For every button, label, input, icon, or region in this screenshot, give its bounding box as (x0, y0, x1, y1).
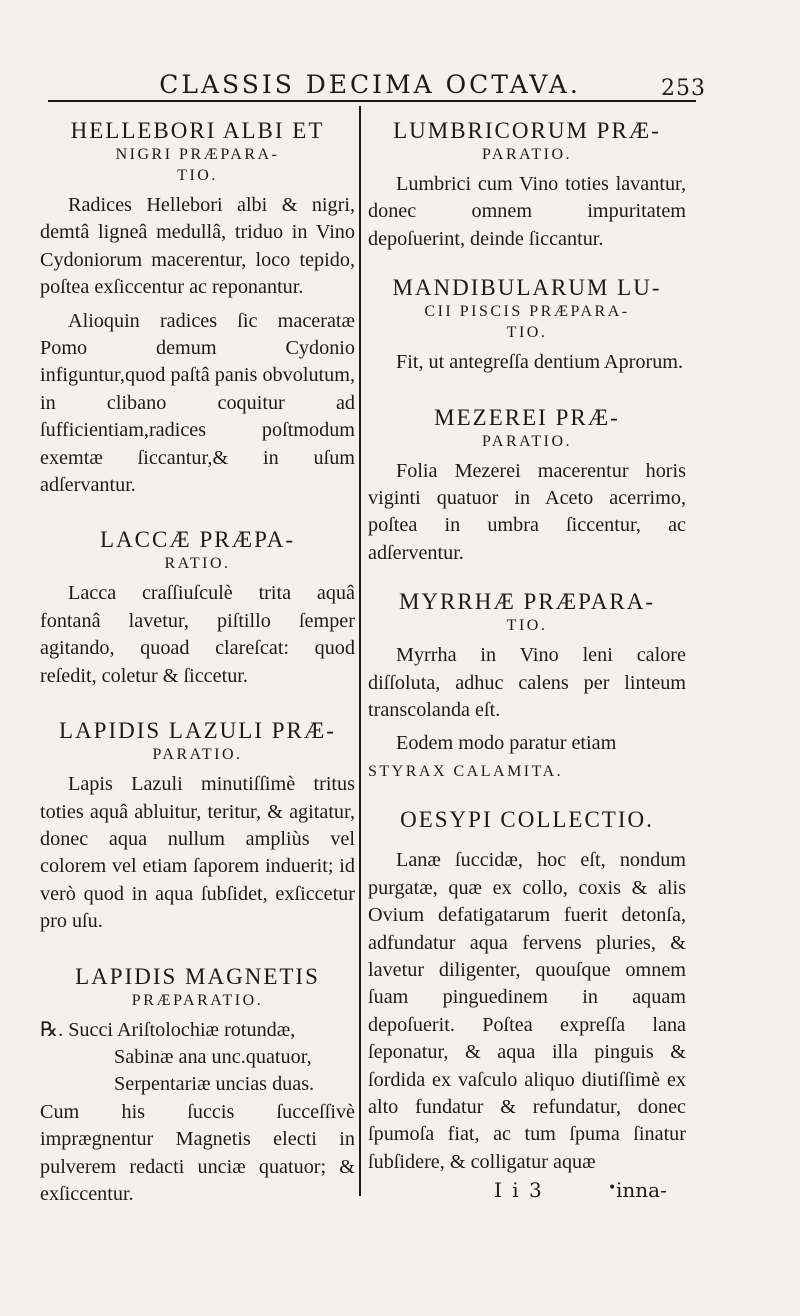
section-mezerei (368, 405, 686, 568)
section-myrrhae (368, 589, 686, 785)
paragraph: Radices Hellebori albi & nigri, demtâ ligneâ medullâ, triduo in Vino Cydoniorum macerentur, loco tepido, poſtea exſiccentur ac reponantur. (40, 194, 355, 299)
section-title: MYRRHÆ PRÆPARA- (398, 589, 656, 615)
section-subtitle: TIO. (177, 167, 218, 184)
paragraph: Folia Mezerei macerentur horis viginti quatuor in Aceto acerrimo, poſtea in umbra ſiccentur, ac adſerventur. (368, 459, 686, 564)
small-caps-line: STYRAX CALAMITA. (368, 762, 564, 780)
section-subtitle: CII PISCIS PRÆPARA- (424, 303, 630, 321)
section-subtitle: PARATIO. (481, 432, 573, 450)
section-lapidis-magnetis (40, 964, 355, 1209)
recipe-line: ℞. Succi Ariſtolochiæ rotundæ, (40, 1018, 296, 1041)
section-title: MEZEREI PRÆ- (434, 404, 620, 430)
paragraph: Alioquin radices ſic maceratæ Pomo demum Cydonio infiguntur,quod paſtâ panis obvolutum, in clibano coquitur ad ſufficientiam,radices poſtmodum exemtæ ſiccantur,& in uſum adſervantur. (40, 309, 355, 497)
catchword: inna- (616, 1178, 667, 1202)
section-title: LACCÆ PRÆPA- (99, 527, 296, 553)
paragraph: Fit, ut antegreſſa dentium Aprorum. (396, 351, 684, 374)
section-title: OESYPI COLLECTIO. (400, 807, 654, 833)
section-subtitle: TIO. (506, 324, 548, 342)
section-title: HELLEBORI ALBI ET (70, 118, 325, 143)
section-subtitle: TIO. (506, 617, 548, 635)
paragraph: Lanæ ſuccidæ, hoc eſt, nondum purgatæ, quæ ex collo, coxis & alis Ovium defatigatarum fuerit detonſa, adfundatur aqua fervens pluries, & lavetur diligenter, quouſque omnem ſuam pinguedinem in aquam depoſuerit. Poſtea expreſſa lana ſeponatur, & aqua illa pinguis & ſordida ex vaſculo aliquo diutiſſimè ex alto fundatur & refundatur, donec ſpumoſa fiat, ac tum ſpuma ſinatur ſubſidere, & colligatur aquæ (368, 849, 686, 1173)
section-mandibularum (368, 275, 686, 376)
page-number: 253 (661, 76, 706, 101)
paragraph: Cum his ſuccis ſucceſſivè imprægnentur Magnetis electi in pulverem redacti unciæ quatuor; & exſiccentur. (40, 1100, 355, 1205)
right-column (368, 118, 686, 1182)
section-subtitle: PARATIO. (152, 746, 243, 764)
paragraph: Lapis Lazuli minutiſſimè tritus toties aquâ abluitur, teritur, & agitatur, donec aqua nullum ampliùs vel colorem vel etiam ſaporem induerit; id verò quod in aqua ſubſidet, exſiccetur pro uſu. (40, 773, 355, 933)
section-title: LUMBRICORUM PRÆ- (393, 118, 661, 143)
section-title: LAPIDIS MAGNETIS (75, 963, 320, 989)
paragraph: Eodem modo paratur etiam (396, 732, 617, 755)
column-divider (359, 106, 361, 1196)
section-subtitle: PRÆPARATIO. (131, 991, 264, 1009)
section-hellebori (40, 118, 355, 499)
recipe-line: Sabinæ ana unc.quatuor, (114, 1045, 312, 1068)
recipe-line: Serpentariæ uncias duas. (114, 1073, 315, 1096)
paragraph: Myrrha in Vino leni calore diſſoluta, adhuc calens per linteum transcolanda eſt. (368, 644, 686, 722)
header-rule (48, 100, 696, 102)
section-subtitle: NIGRI PRÆPARA- (115, 146, 280, 163)
left-column (40, 118, 355, 1214)
section-title: LAPIDIS LAZULI PRÆ- (59, 718, 336, 744)
section-lumbricorum (368, 118, 686, 253)
section-subtitle: PARATIO. (481, 146, 573, 163)
running-title: CLASSIS DECIMA OCTAVA. (159, 70, 581, 99)
signature-mark: I i 3 (494, 1178, 544, 1202)
paragraph: Lumbrici cum Vino toties lavantur, donec omnem impuritatem depoſuerint, deinde ſiccantur. (368, 173, 686, 250)
section-lapidis-lazuli (40, 718, 355, 935)
bullet-mark: • (608, 1180, 617, 1196)
section-title: MANDIBULARUM LU- (392, 275, 662, 301)
section-subtitle: RATIO. (164, 555, 231, 573)
section-laccae (40, 527, 355, 690)
paragraph: Lacca craſſiuſculè trita aquâ fontanâ lavetur, piſtillo ſemper agitando, quoad clareſcat: quod reſedit, coletur & ſiccetur. (40, 582, 355, 687)
section-oesypi (368, 807, 686, 1176)
